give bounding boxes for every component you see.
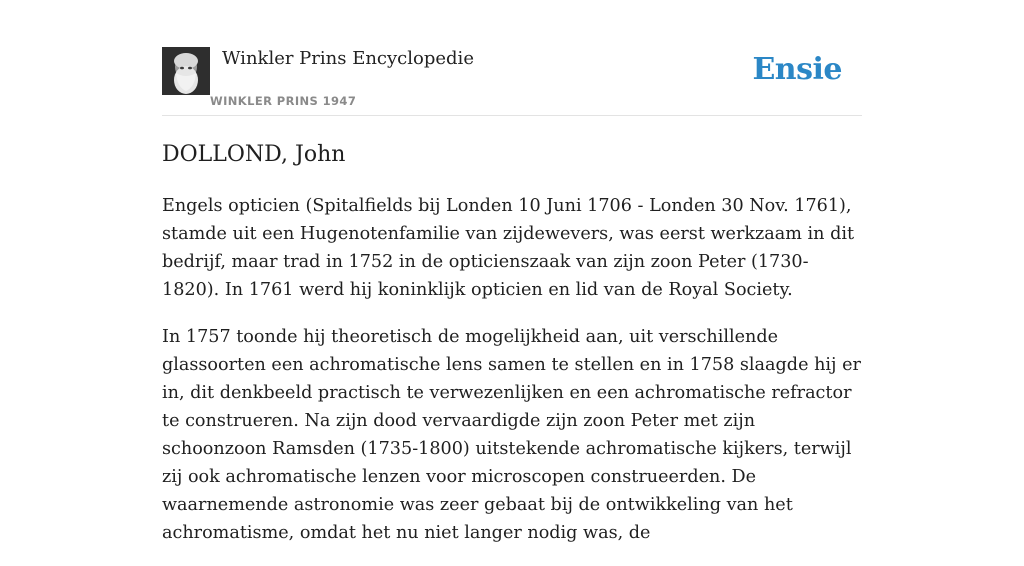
article-paragraph: Engels opticien (Spitalfields bij Londen 10 Juni 1706 - Londen 30 Nov. 1761), stamde uit een Hugenotenfamilie van zijdewevers, was eerst werkzaam in dit bedrijf, maar trad in 1752 in de opticienszaak van zijn zoon Peter (1730-1820). In 1761 werd hij koninklijk opticien en lid van de Royal Society. bbox=[162, 196, 855, 300]
bearded-man-portrait-icon bbox=[162, 47, 210, 95]
article-body bbox=[162, 192, 862, 566]
brand-logo-link[interactable]: Ensie bbox=[752, 52, 842, 87]
article-title: DOLLOND, John bbox=[162, 142, 346, 167]
source-title[interactable]: Winkler Prins Encyclopedie bbox=[222, 48, 474, 69]
source-subtitle: WINKLER PRINS 1947 bbox=[210, 94, 357, 108]
source-header bbox=[162, 46, 862, 116]
avatar[interactable] bbox=[162, 47, 210, 95]
article-paragraph: In 1757 toonde hij theoretisch de mogelijkheid aan, uit verschillende glassoorten een achromatische lens samen te stellen en in 1758 slaagde hij er in, dit denkbeeld practisch te verwezenlijken en een achromatische refractor te construeren. Na zijn dood vervaardigde zijn zoon Peter met zijn schoonzoon Ramsden (1735-1800) uitstekende achromatische kijkers, terwijl zij ook achromatische lenzen voor microscopen construeerden. De waarnemende astronomie was zeer gebaat bij de ontwikkeling van het achromatisme, omdat het nu niet langer nodig was, de bbox=[162, 327, 861, 543]
